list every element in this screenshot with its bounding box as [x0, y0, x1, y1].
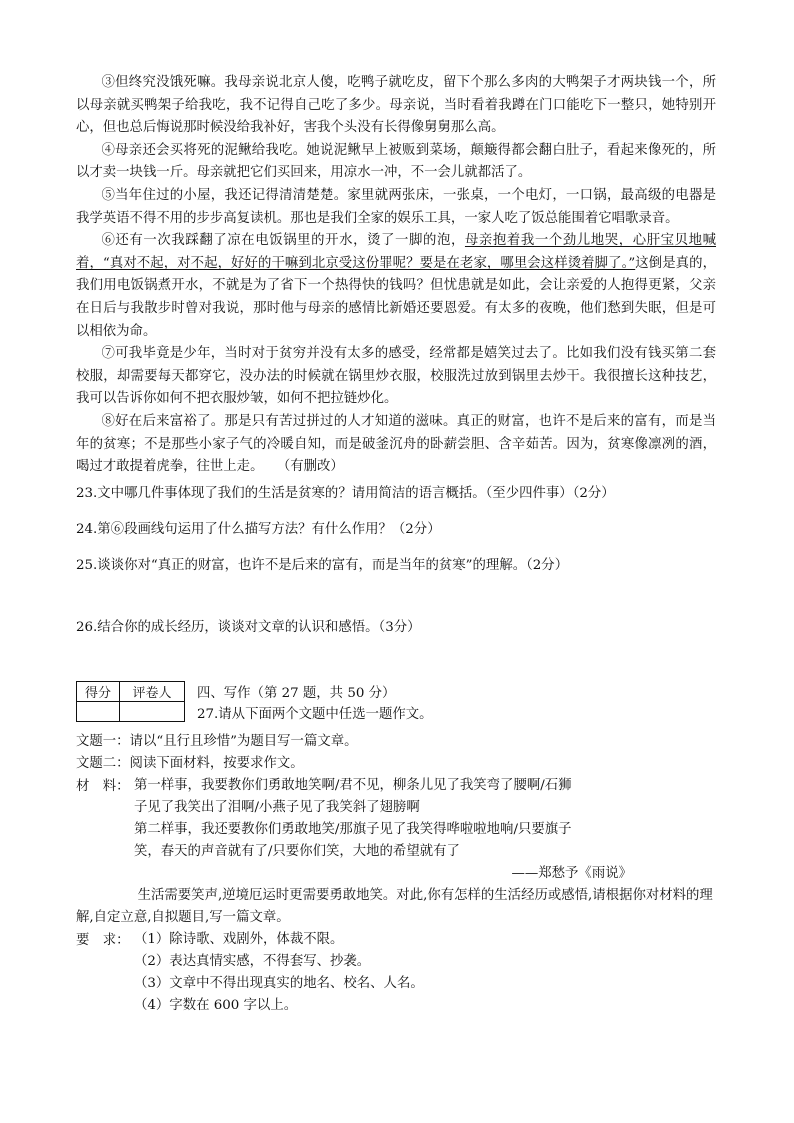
- grader-cell[interactable]: [120, 701, 185, 721]
- requirements-label: 要 求：: [76, 932, 130, 948]
- topic-two: 文题二：阅读下面材料，按要求作文。: [76, 755, 304, 771]
- paragraph-8: ⑧好在后来富裕了。那是只有苦过拼过的人才知道的滋味。真正的财富，也许不是后来的富有，而是当年的贫寒；不是那些小家子气的冷暖自知，而是破釜沉舟的卧薪尝胆、含辛茹苦。因为，贫寒像凛冽的酒，喝过才敢提着虎拳，往世上走。 （有删改）: [76, 413, 716, 475]
- paragraph-3: ③但终究没饿死嘛。我母亲说北京人傻，吃鸭子就吃皮，留下个那么多肉的大鸭架子才两块钱一个，所以母亲就买鸭架子给我吃，我不记得自己吃了多少。母亲说，当时看着我蹲在门口能吃下一整只，她特别开心，但也总后悔说那时候没给我补好，害我个头没有长得像舅舅那么高。: [76, 75, 716, 136]
- score-table: [76, 681, 185, 722]
- poem-line: 子见了我笑出了泪啊/小燕子见了我笑斜了翅膀啊: [134, 799, 420, 815]
- requirements-list: [134, 929, 424, 1017]
- requirements-block: [76, 929, 716, 1017]
- paragraph-5: ⑤当年住过的小屋，我还记得清清楚楚。家里就两张床，一张桌，一个电灯，一口锅，最高级的电器是我学英语不得不用的步步高复读机。那也是我们全家的娱乐工具，一家人吃了饭总能围着它唱歌录音。: [76, 187, 716, 226]
- paragraph-6-end: 这倒是真的，我们用电饭锅煮开水，不就是为了省下一个热得快的钱吗？但忧患就是如此，会让亲爱的人抱得更紧，父亲在日后与我散步时曾对我说，那时他与母亲的感情比新婚还要恩爱。有太多的夜晚，他们愁到失眠，但是可以相依为命。: [76, 255, 717, 339]
- poem-attribution: ——郑愁予《雨说》: [511, 865, 632, 881]
- material-block: [76, 775, 716, 863]
- exam-page: [76, 72, 716, 1017]
- score-header: 得分: [77, 681, 120, 701]
- requirement-item: （1）除诗歌、戏剧外，体裁不限。: [134, 931, 344, 947]
- question-25: 25.谈谈你对“真正的财富，也许不是后来的富有，而是当年的贫寒”的理解。（2分）: [76, 557, 569, 573]
- topic-one: 文题一：请以“且行且珍惜”为题目写一篇文章。: [76, 733, 358, 749]
- requirement-item: （2）表达真情实感，不得套写、抄袭。: [134, 953, 371, 969]
- underlined-sentence: 母亲抱着我一个劲儿地哭，心肝宝贝地喊着，“真对不起，对不起，好好的干嘛到北京受这份罪呢？要是在老家，哪里会这样烫着脚了。”: [76, 233, 717, 271]
- writing-header: [76, 681, 716, 731]
- grader-header: 评卷人: [120, 681, 185, 701]
- paragraph-6: [76, 230, 716, 343]
- poem-line: 第一样事，我要教你们勇敢地笑啊/君不见，柳条儿见了我笑弯了腰啊/石狮: [134, 777, 572, 793]
- requirement-item: （3）文章中不得出现真实的地名、校名、人名。: [134, 975, 424, 991]
- poem-line: 第二样事，我还要教你们勇敢地笑/那旗子见了我笑得哗啦啦地响/只要旗子: [134, 821, 572, 837]
- question-26: 26.结合你的成长经历，谈谈对文章的认识和感悟。（3分）: [76, 619, 421, 635]
- paragraph-4: ④母亲还会买将死的泥鳅给我吃。她说泥鳅早上被贩到菜场，颠簸得都会翻白肚子，看起来像死的，所以才卖一块钱一斤。母亲就把它们买回来，用凉水一冲，不一会儿就都活了。: [76, 142, 716, 181]
- writing-prompt: 生活需要笑声,逆境厄运时更需要勇敢地笑。对此,你有怎样的生活经历或感悟,请根据你对材料的理解,自定立意,自拟题目,写一篇文章。: [76, 887, 713, 925]
- paragraph-6-start: ⑥还有一次我踩翻了凉在电饭锅里的开水，烫了一脚的泡，: [101, 233, 465, 249]
- poem-line: 笑，春天的声音就有了/只要你们笑，大地的希望就有了: [134, 843, 460, 859]
- material-label: 材 料：: [76, 778, 130, 794]
- task-instruction: 27.请从下面两个文题中任选一题作文。: [197, 706, 433, 722]
- paragraph-7: ⑦可我毕竟是少年，当时对于贫穷并没有太多的感受，经常都是嬉笑过去了。比如我们没有钱买第二套校服，却需要每天都穿它，没办法的时候就在锅里炒衣服，校服洗过放到锅里去炒干。我很擅长这种技艺，我可以告诉你如何不把衣服炒皱，如何不把拉链炒化。: [76, 346, 716, 407]
- score-cell[interactable]: [77, 701, 120, 721]
- section-title: 四、写作（第 27 题，共 50 分）: [197, 685, 396, 701]
- question-23: 23.文中哪几件事体现了我们的生活是贫寒的？请用简洁的语言概括。（至少四件事）（2分）: [76, 485, 615, 501]
- poem: [134, 775, 572, 863]
- question-24: 24.第⑥段画线句运用了什么描写方法？有什么作用？（2分）: [76, 521, 441, 537]
- requirement-item: （4）字数在 600 字以上。: [134, 997, 298, 1013]
